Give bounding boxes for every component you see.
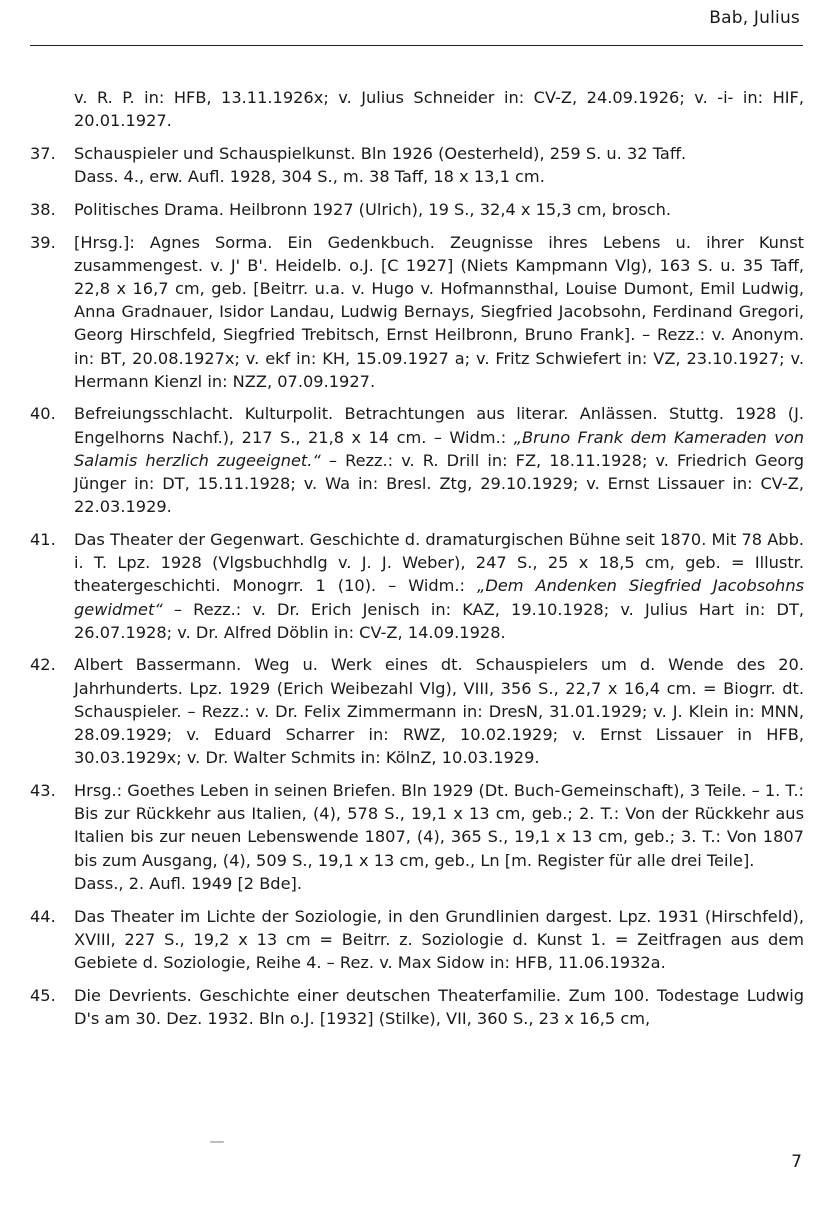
- page-number: 7: [791, 1152, 802, 1172]
- entry-segment: – Rezz.: v. R. Drill in: FZ, 18.11.1928; v. Friedrich Georg Jünger in: DT, 15.11.1928; v. Wa in: Bresl. Ztg, 29.10.1929; v. Ernst Lissauer in: CV-Z, 22.03.1929.: [74, 450, 804, 517]
- entry-number: 42.: [30, 655, 56, 675]
- bibliography-entry: [30, 653, 804, 769]
- entry-paragraph: [Hrsg.]: Agnes Sorma. Ein Gedenkbuch. Zeugnisse ihres Lebens u. ihrer Kunst zusammengest. v. J' B'. Heidelb. o.J. [C 1927] (Niets Kampmann Vlg), 163 S. u. 35 Taff, 22,8 x 16,7 cm, geb. [Beitrr. u.a. v. Hugo v. Hofmannsthal, Louise Dumont, Emil Ludwig, Anna Gradnauer, Isidor Landau, Ludwig Bernays, Siegfried Jacobsohn, Ferdinand Gregori, Georg Hirschfeld, Siegfried Trebitsch, Ernst Heilbronn, Bruno Frank]. – Rezz.: v. Anonym. in: BT, 20.08.1927x; v. ekf in: KH, 15.09.1927 a; v. Fritz Schwiefert in: VZ, 23.10.1927; v. Hermann Kienzl in: NZZ, 07.09.1927.: [74, 232, 804, 391]
- running-head: Bab, Julius: [709, 8, 800, 28]
- entry-number: 45.: [30, 985, 56, 1005]
- dedication-quote: „Bruno Frank dem Kameraden von Salamis herzlich zugeeignet.“: [74, 427, 805, 470]
- entry-number: 44.: [30, 906, 56, 926]
- entry-paragraph: Die Devrients. Geschichte einer deutschen Theaterfamilie. Zum 100. Todestage Ludwig D's am 30. Dez. 1932. Bln o.J. [1932] (Stilke), VII, 360 S., 23 x 16,5 cm,: [74, 985, 804, 1028]
- entry-paragraph: Hrsg.: Goethes Leben in seinen Briefen. Bln 1929 (Dt. Buch-Gemeinschaft), 3 Teile. – 1. T.: Bis zur Rückkehr aus Italien, (4), 578 S., 19,1 x 13 cm, geb.; 2. T.: Von der Rückkehr aus Italien bis zur neuen Lebenswende 1807, (4), 365 S., 19,1 x 13 cm, geb.; 3. T.: Von 1807 bis zum Ausgang, (4), 509 S., 19,1 x 13 cm, geb., Ln [m. Register für alle drei Teile].: [74, 780, 804, 870]
- entry-text: [74, 984, 804, 1030]
- entry-paragraph: v. R. P. in: HFB, 13.11.1926x; v. Julius Schneider in: CV-Z, 24.09.1926; v. -i- in: HIF, 20.01.1927.: [74, 88, 804, 131]
- bibliography-entry: [30, 231, 804, 393]
- entry-segment: – Rezz.: v. Dr. Erich Jenisch in: KAZ, 19.10.1928; v. Julius Hart in: DT, 26.07.1928; v. Dr. Alfred Döblin in: CV-Z, 14.09.1928.: [74, 599, 804, 642]
- entry-paragraph: [74, 402, 804, 518]
- entry-paragraph: Dass., 2. Aufl. 1949 [2 Bde].: [74, 873, 303, 893]
- entry-paragraph: Albert Bassermann. Weg u. Werk eines dt. Schauspielers um d. Wende des 20. Jahrhunderts. Lpz. 1929 (Erich Weibezahl Vlg), VIII, 356 S., 22,7 x 16,4 cm. = Biogrr. dt. Schauspieler. – Rezz.: v. Dr. Felix Zimmermann in: DresN, 31.01.1929; v. J. Klein in: MNN, 28.09.1929; v. Eduard Scharrer in: RWZ, 10.02.1929; v. Ernst Lissauer in HFB, 30.03.1929x; v. Dr. Walter Schmits in: KölnZ, 10.03.1929.: [74, 655, 804, 768]
- entry-text: [74, 231, 804, 393]
- entry-number: 39.: [30, 232, 56, 252]
- entry-number: 37.: [30, 143, 56, 163]
- bibliography-entry: [30, 198, 804, 221]
- entry-text: [74, 86, 804, 132]
- entry-text: [74, 653, 804, 769]
- bibliography-entry: [30, 984, 804, 1030]
- entry-paragraph: Das Theater im Lichte der Soziologie, in den Grundlinien dargest. Lpz. 1931 (Hirschfeld), XVIII, 227 S., 19,2 x 13 cm = Beitrr. z. Soziologie d. Kunst 1. = Zeitfragen aus dem Gebiete d. Soziologie, Reihe 4. – Rez. v. Max Sidow in: HFB, 11.06.1932a.: [74, 906, 804, 972]
- bibliography-entry: [30, 86, 804, 132]
- entry-text: [74, 198, 804, 221]
- bibliography-entry: [30, 142, 804, 188]
- bibliography-entry: [30, 402, 804, 518]
- header-rule: [30, 45, 803, 46]
- entry-paragraph: [74, 528, 804, 644]
- entry-text: [74, 402, 804, 518]
- dedication-quote: „Dem Andenken Siegfried Jacobsohns gewidmet“: [74, 576, 805, 619]
- entry-number: 41.: [30, 529, 56, 549]
- entry-paragraph: Politisches Drama. Heilbronn 1927 (Ulrich), 19 S., 32,4 x 15,3 cm, brosch.: [74, 199, 671, 219]
- entry-paragraph: Dass. 4., erw. Aufl. 1928, 304 S., m. 38 Taff, 18 x 13,1 cm.: [74, 167, 545, 187]
- bibliography-entry: [30, 905, 804, 975]
- entry-segment: Das Theater der Gegenwart. Geschichte d. dramaturgischen Bühne seit 1870. Mit 78 Abb. i. T. Lpz. 1928 (Vlgsbuchhdlg v. J. J. Weber), 247 S., 25 x 18,5 cm, geb. = Illustr. theatergeschichti. Monogrr. 1 (10). – Widm.:: [74, 529, 804, 596]
- entry-text: [74, 779, 804, 895]
- entry-number: 43.: [30, 780, 56, 800]
- entry-segment: Befreiungsschlacht. Kulturpolit. Betrachtungen aus literar. Anlässen. Stuttg. 1928 (J. Engelhorns Nachf.), 217 S., 21,8 x 14 cm. – Widm.:: [74, 404, 804, 447]
- bibliography-list: [30, 86, 804, 1040]
- entry-text: [74, 142, 804, 188]
- bibliography-entry: [30, 779, 804, 895]
- entry-paragraph: Schauspieler und Schauspielkunst. Bln 1926 (Oesterheld), 259 S. u. 32 Taff.: [74, 143, 687, 163]
- scan-speck: [210, 1141, 224, 1143]
- entry-text: [74, 905, 804, 975]
- bibliography-entry: [30, 528, 804, 644]
- entry-text: [74, 528, 804, 644]
- entry-number: 38.: [30, 199, 56, 219]
- entry-number: 40.: [30, 404, 56, 424]
